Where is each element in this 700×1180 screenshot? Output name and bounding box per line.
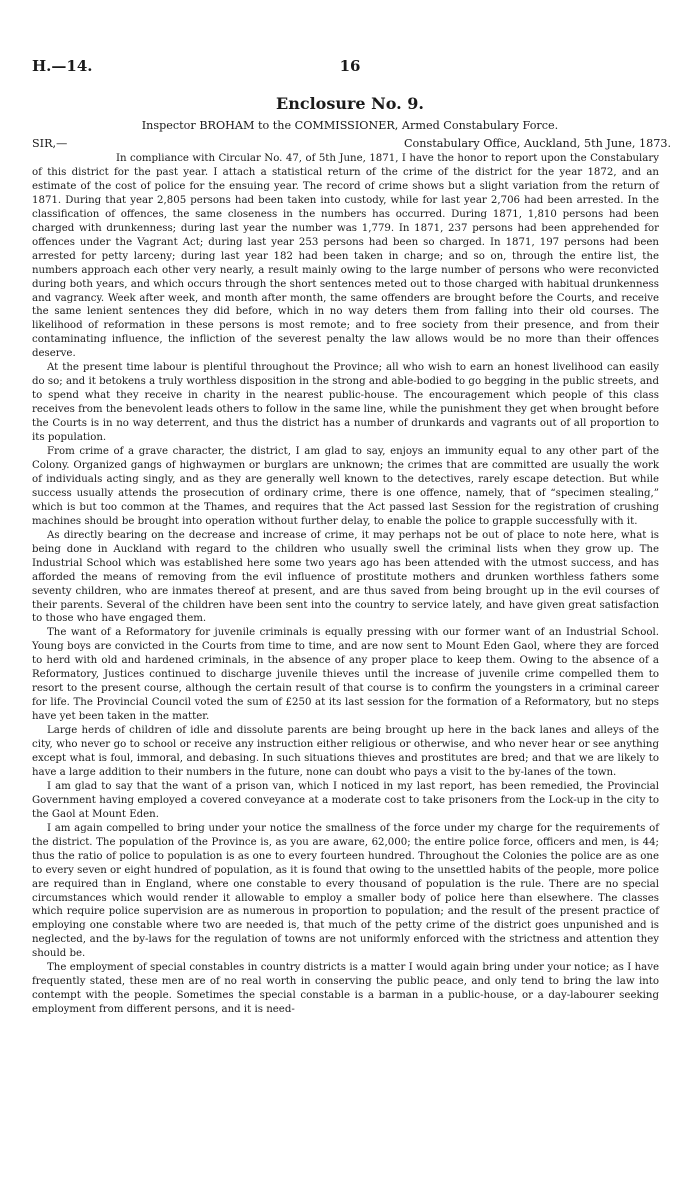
letter-body: [32, 152, 659, 1017]
paragraph: From crime of a grave character, the district, I am glad to say, enjoys an immunity equal to any other part of the Colony. Organized gangs of highwaymen or burglars are unknown; the crimes that are committed are usually the work of individuals acting singly, and as they are generally well known to the detectives, rarely escape detection. But while success usually attends the prosecution of ordinary crime, there is one offence, namely, that of “specimen stealing,” which is but too common at the Thames, and requires that the Act passed last Session for the registration of crushing machines should be brought into operation without further delay, to enable the police to grapple successfully with it.: [32, 446, 659, 527]
paragraph: I am again compelled to bring under your notice the smallness of the force under my charge for the requirements of the district. The population of the Province is, as you are aware, 62,000; the entire police force, officers and men, is 44; thus the ratio of police to population is as one to every fourteen hundred. Throughout the Colonies the police are as one to every seven or eight hundred of population, as it is found that owing to the unsettled habits of the people, more police are required than in England, where one constable to every thousand of population is the rule. There are no special circumstances which would render it allowable to employ a smaller body of police here than elsewhere. The classes which require police supervision are as numerous in proportion to population; and the result of the present practice of employing one constable where two are needed is, that much of the petty crime of the district goes unpunished and is neglected, and the by-laws for the regulation of towns are not uniformly enforced with the strictness and attention they should be.: [32, 822, 659, 960]
paragraph: In compliance with Circular No. 47, of 5th June, 1871, I have the honor to report upon the Constabulary of this district for the past year. I attach a statistical return of the crime of the district for the year 1872, and an estimate of the cost of police for the ensuing year. The record of crime shows but a slight variation from the return of 1871. During that year 2,805 persons had been taken into custody, while for last year 2,706 had been arrested. In the classification of offences, the same closeness in the numbers has occurred. During 1871, 1,810 persons had been charged with drunkenness; during last year the number was 1,779. In 1871, 237 persons had been apprehended for offences under the Vagrant Act; during last year 253 persons had been so charged. In 1871, 197 persons had been arrested for petty larceny; during last year 182 had been taken in charge; and so on, through the entire list, the numbers approach each other very nearly, a result mainly owing to the large number of persons who were reconvicted during both years, and which occurs through the short sentences meted out to those charged with habitual drunkenness and vagrancy. Week after week, and month after month, the same offenders are brought before the Courts, and receive the same lenient sentences they did before, which in no way deters them from falling into their old courses. The likelihood of reformation in these persons is most remote; and to free society from their presence, and from their contaminating influence, the infliction of the severest penalty the law allows would be no more than their offences deserve.: [32, 153, 659, 360]
paragraph: The want of a Reformatory for juvenile criminals is equally pressing with our former want of an Industrial School. Young boys are convicted in the Courts from time to time, and are now sent to Mount Eden Gaol, where they are forced to herd with old and hardened criminals, in the absence of any proper place to keep them. Owing to the absence of a Reformatory, Justices continued to discharge juvenile thieves until the increase of juvenile crime compelled them to resort to the present course, although the certain result of that course is to confirm the youngsters in a criminal career for life. The Provincial Council voted the sum of £250 at its last session for the formation of a Reformatory, but no steps have yet been taken in the matter.: [32, 627, 659, 723]
document-reference: H.—14.: [32, 57, 93, 75]
letter-subtitle: Inspector BROHAM to the COMMISSIONER, Armed Constabulary Force.: [141, 119, 559, 132]
paragraph: As directly bearing on the decrease and increase of crime, it may perhaps not be out of place to note here, what is being done in Auckland with regard to the children who usually swell the criminal lists when they grow up. The Industrial School which was established here some two years ago has been attended with the utmost success, and has afforded the means of removing from the evil influence of prostitute mothers and drunken worthless fathers some seventy children, who are inmates thereof at present, and are thus saved from being brought up in the evil courses of their parents. Several of the children have been sent into the country to service lately, and have given great satisfaction to those who have engaged them.: [32, 529, 659, 625]
salutation: SIR,—: [32, 137, 68, 150]
paragraph: Large herds of children of idle and dissolute parents are being brought up here in the back lanes and alleys of the city, who never go to school or receive any instruction either religious or otherwise, and who never hear or see anything except what is foul, immoral, and debasing. In such situations thieves and prostitutes are bred; and that we are likely to have a large addition to their numbers in the future, none can doubt who pays a visit to the by-lanes of the town.: [32, 725, 659, 778]
page-number: 16: [339, 57, 361, 75]
paragraph: At the present time labour is plentiful throughout the Province; all who wish to earn an honest livelihood can easily do so; and it betokens a truly worthless disposition in the strong and able-bodied to go begging in the public streets, and to spend what they receive in charity in the nearest public-house. The encouragement which people of this class receives from the benevolent leads others to follow in the same line, while the punishment they get when brought before the Courts is in no way deterrent, and thus the district has a number of drunkards and vagrants out of all proportion to its population.: [32, 362, 660, 444]
dateline: Constabulary Office, Auckland, 5th June, 1873.: [403, 137, 671, 150]
paragraph: I am glad to say that the want of a prison van, which I noticed in my last report, has been remedied, the Provincial Government having employed a covered conveyance at a moderate cost to take prisoners from the Lock-up in the city to the Gaol at Mount Eden.: [32, 780, 659, 820]
paragraph: The employment of special constables in country districts is a matter I would again bring under your notice; as I have frequently stated, these men are of no real worth in conserving the public peace, and only tend to bring the law into contempt with the people. Sometimes the special constable is a barman in a public-house, or a day-labourer seeking employment from different persons, and it is need-: [32, 962, 659, 1016]
enclosure-title: Enclosure No. 9.: [276, 94, 424, 113]
